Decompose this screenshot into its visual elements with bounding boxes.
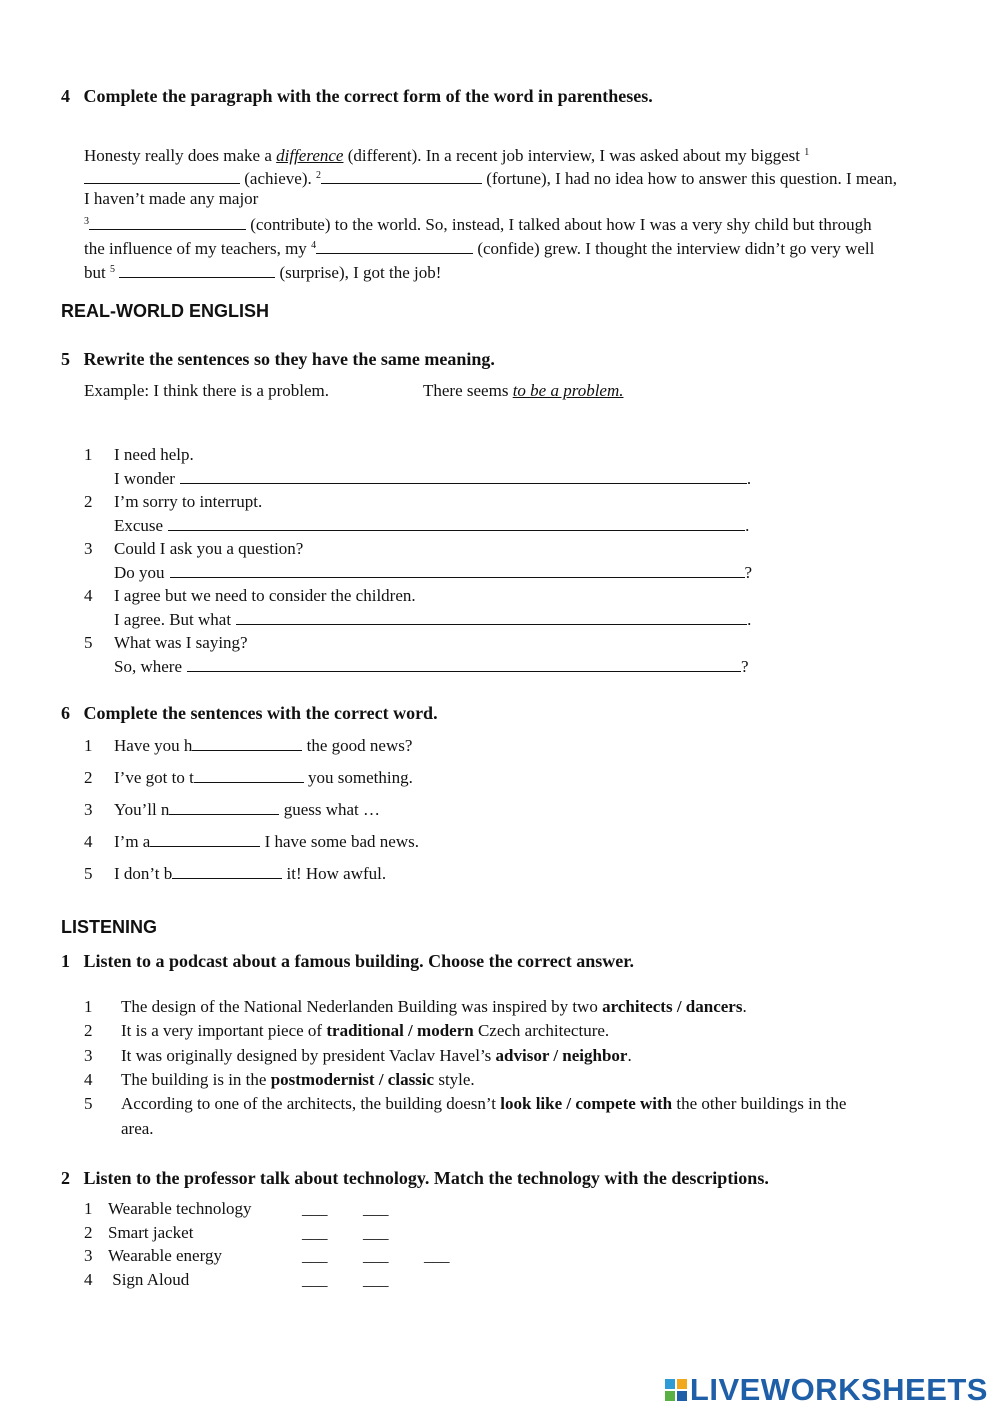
paragraph-line-6: but $^5$ (surprise), I got the job! [84, 263, 442, 282]
exercise-title: Complete the paragraph with the correct form of the word in parentheses. [83, 86, 653, 106]
match-blank[interactable]: ___ [302, 1270, 328, 1290]
complete-word-item: 2 I’ve got to t you something. [84, 768, 413, 787]
answer-blank[interactable] [192, 735, 302, 751]
liveworksheets-logo [665, 1372, 988, 1408]
podcast-question: 1 The design of the National Nederlanden Building was inspired by two architects / dancers. [84, 997, 747, 1016]
rewrite-item-answer: I agree. But what . [114, 610, 752, 629]
section-heading-real-world: REAL-WORLD ENGLISH [61, 301, 269, 321]
rewrite-item-prompt: 5 What was I saying? [84, 633, 248, 652]
podcast-question: 4 The building is in the postmodernist / classic style. [84, 1069, 475, 1089]
answer-blank-2[interactable] [321, 168, 482, 184]
answer-choice[interactable]: advisor / neighbor [495, 1045, 628, 1065]
technology-item: 2 Smart jacket [84, 1222, 194, 1242]
match-blank[interactable]: ___ [302, 1199, 328, 1218]
rewrite-item-answer: I wonder . [114, 469, 752, 488]
listening-2-heading: 2 Listen to the professor talk about technology. Match the technology with the descriptions. [61, 1168, 769, 1188]
answer-choice[interactable]: architects / dancers [602, 997, 743, 1016]
answer-blank-1[interactable] [84, 168, 240, 184]
listening-1-heading: 1 Listen to a podcast about a famous building. Choose the correct answer. [61, 951, 635, 971]
technology-item: 4 Sign Aloud [84, 1270, 190, 1290]
podcast-question: 5 According to one of the architects, the building doesn’t look like / compete with the other buildings in the [84, 1094, 847, 1114]
technology-item: 1 Wearable technology [84, 1199, 252, 1218]
answer-line[interactable] [180, 468, 747, 484]
match-blank[interactable]: ___ [363, 1270, 389, 1290]
answer-blank-4[interactable] [316, 238, 473, 254]
complete-word-item: 4 I’m a I have some bad news. [84, 832, 419, 851]
answer-blank-3[interactable] [89, 214, 246, 230]
rewrite-item-answer: Excuse . [114, 516, 750, 535]
answer-choice[interactable]: look like / compete with [500, 1094, 673, 1114]
rewrite-item-prompt: 2 I’m sorry to interrupt. [84, 492, 263, 511]
rewrite-item-answer: So, where ? [114, 657, 749, 676]
match-blank[interactable]: ___ [363, 1246, 389, 1266]
technology-item: 3 Wearable energy [84, 1246, 222, 1266]
section-heading-listening: LISTENING [61, 917, 158, 937]
answer-blank[interactable] [194, 767, 304, 783]
example-answer-sentence: There seems to be a problem. [423, 381, 624, 400]
example-sentence: Example: I think there is a problem. [84, 381, 330, 400]
complete-word-item: 3 You’ll n guess what … [84, 800, 381, 819]
answer-blank[interactable] [172, 863, 282, 879]
exercise-4-heading [61, 86, 653, 107]
logo-blocks-icon [665, 1379, 687, 1401]
brand-name: LIVEWORKSHEETS [689, 1372, 988, 1407]
example-answer: difference [276, 146, 344, 165]
answer-line[interactable] [168, 515, 745, 531]
paragraph-line-2: (achieve). $^2$ (fortune), I had no idea how to answer this question. I mean, [84, 164, 897, 191]
exercise-number: 4 [61, 86, 70, 106]
match-blank[interactable]: ___ [302, 1246, 328, 1266]
answer-blank[interactable] [150, 831, 260, 847]
exercise-5-heading: 5 Rewrite the sentences so they have the same meaning. [61, 349, 495, 369]
answer-line[interactable] [236, 609, 747, 625]
answer-blank[interactable] [169, 799, 279, 815]
rewrite-item-prompt: 3 Could I ask you a question? [84, 539, 304, 558]
match-blank[interactable]: ___ [363, 1199, 389, 1218]
paragraph-line-3: I haven’t made any major [84, 189, 259, 208]
rewrite-item-answer: Do you ? [114, 563, 753, 582]
answer-choice[interactable]: postmodernist / classic [270, 1069, 435, 1089]
podcast-question: 2 It is a very important piece of traditional / modern Czech architecture. [84, 1021, 610, 1041]
rewrite-item-prompt: 1 I need help. [84, 445, 194, 464]
paragraph-line-4: $^3$ (contribute) to the world. So, instead, I talked about how I was a very shy child but through [84, 215, 872, 234]
item-5-continuation: area. [121, 1119, 154, 1138]
answer-blank-5[interactable] [119, 262, 275, 278]
answer-line[interactable] [170, 562, 745, 578]
paragraph-line-5: the influence of my teachers, my $^4$ (confide) grew. I thought the interview didn’t go very well [84, 239, 875, 258]
rewrite-item-prompt: 4 I agree but we need to consider the children. [84, 586, 416, 605]
match-blank[interactable]: ___ [363, 1222, 389, 1242]
match-blank[interactable]: ___ [302, 1222, 328, 1242]
complete-word-item: 1 Have you h the good news? [84, 736, 413, 755]
match-blank[interactable]: ___ [424, 1246, 450, 1266]
exercise-6-heading: 6 Complete the sentences with the correct word. [61, 703, 438, 723]
answer-choice[interactable]: traditional / modern [326, 1021, 474, 1041]
complete-word-item: 5 I don’t b it! How awful. [84, 864, 387, 883]
podcast-question: 3 It was originally designed by president Vaclav Havel’s advisor / neighbor. [84, 1045, 632, 1065]
paragraph-line-1: Honesty really does make a difference (different). In a recent job interview, I was asked about my biggest $^1$ [84, 146, 810, 165]
answer-line[interactable] [187, 656, 741, 672]
